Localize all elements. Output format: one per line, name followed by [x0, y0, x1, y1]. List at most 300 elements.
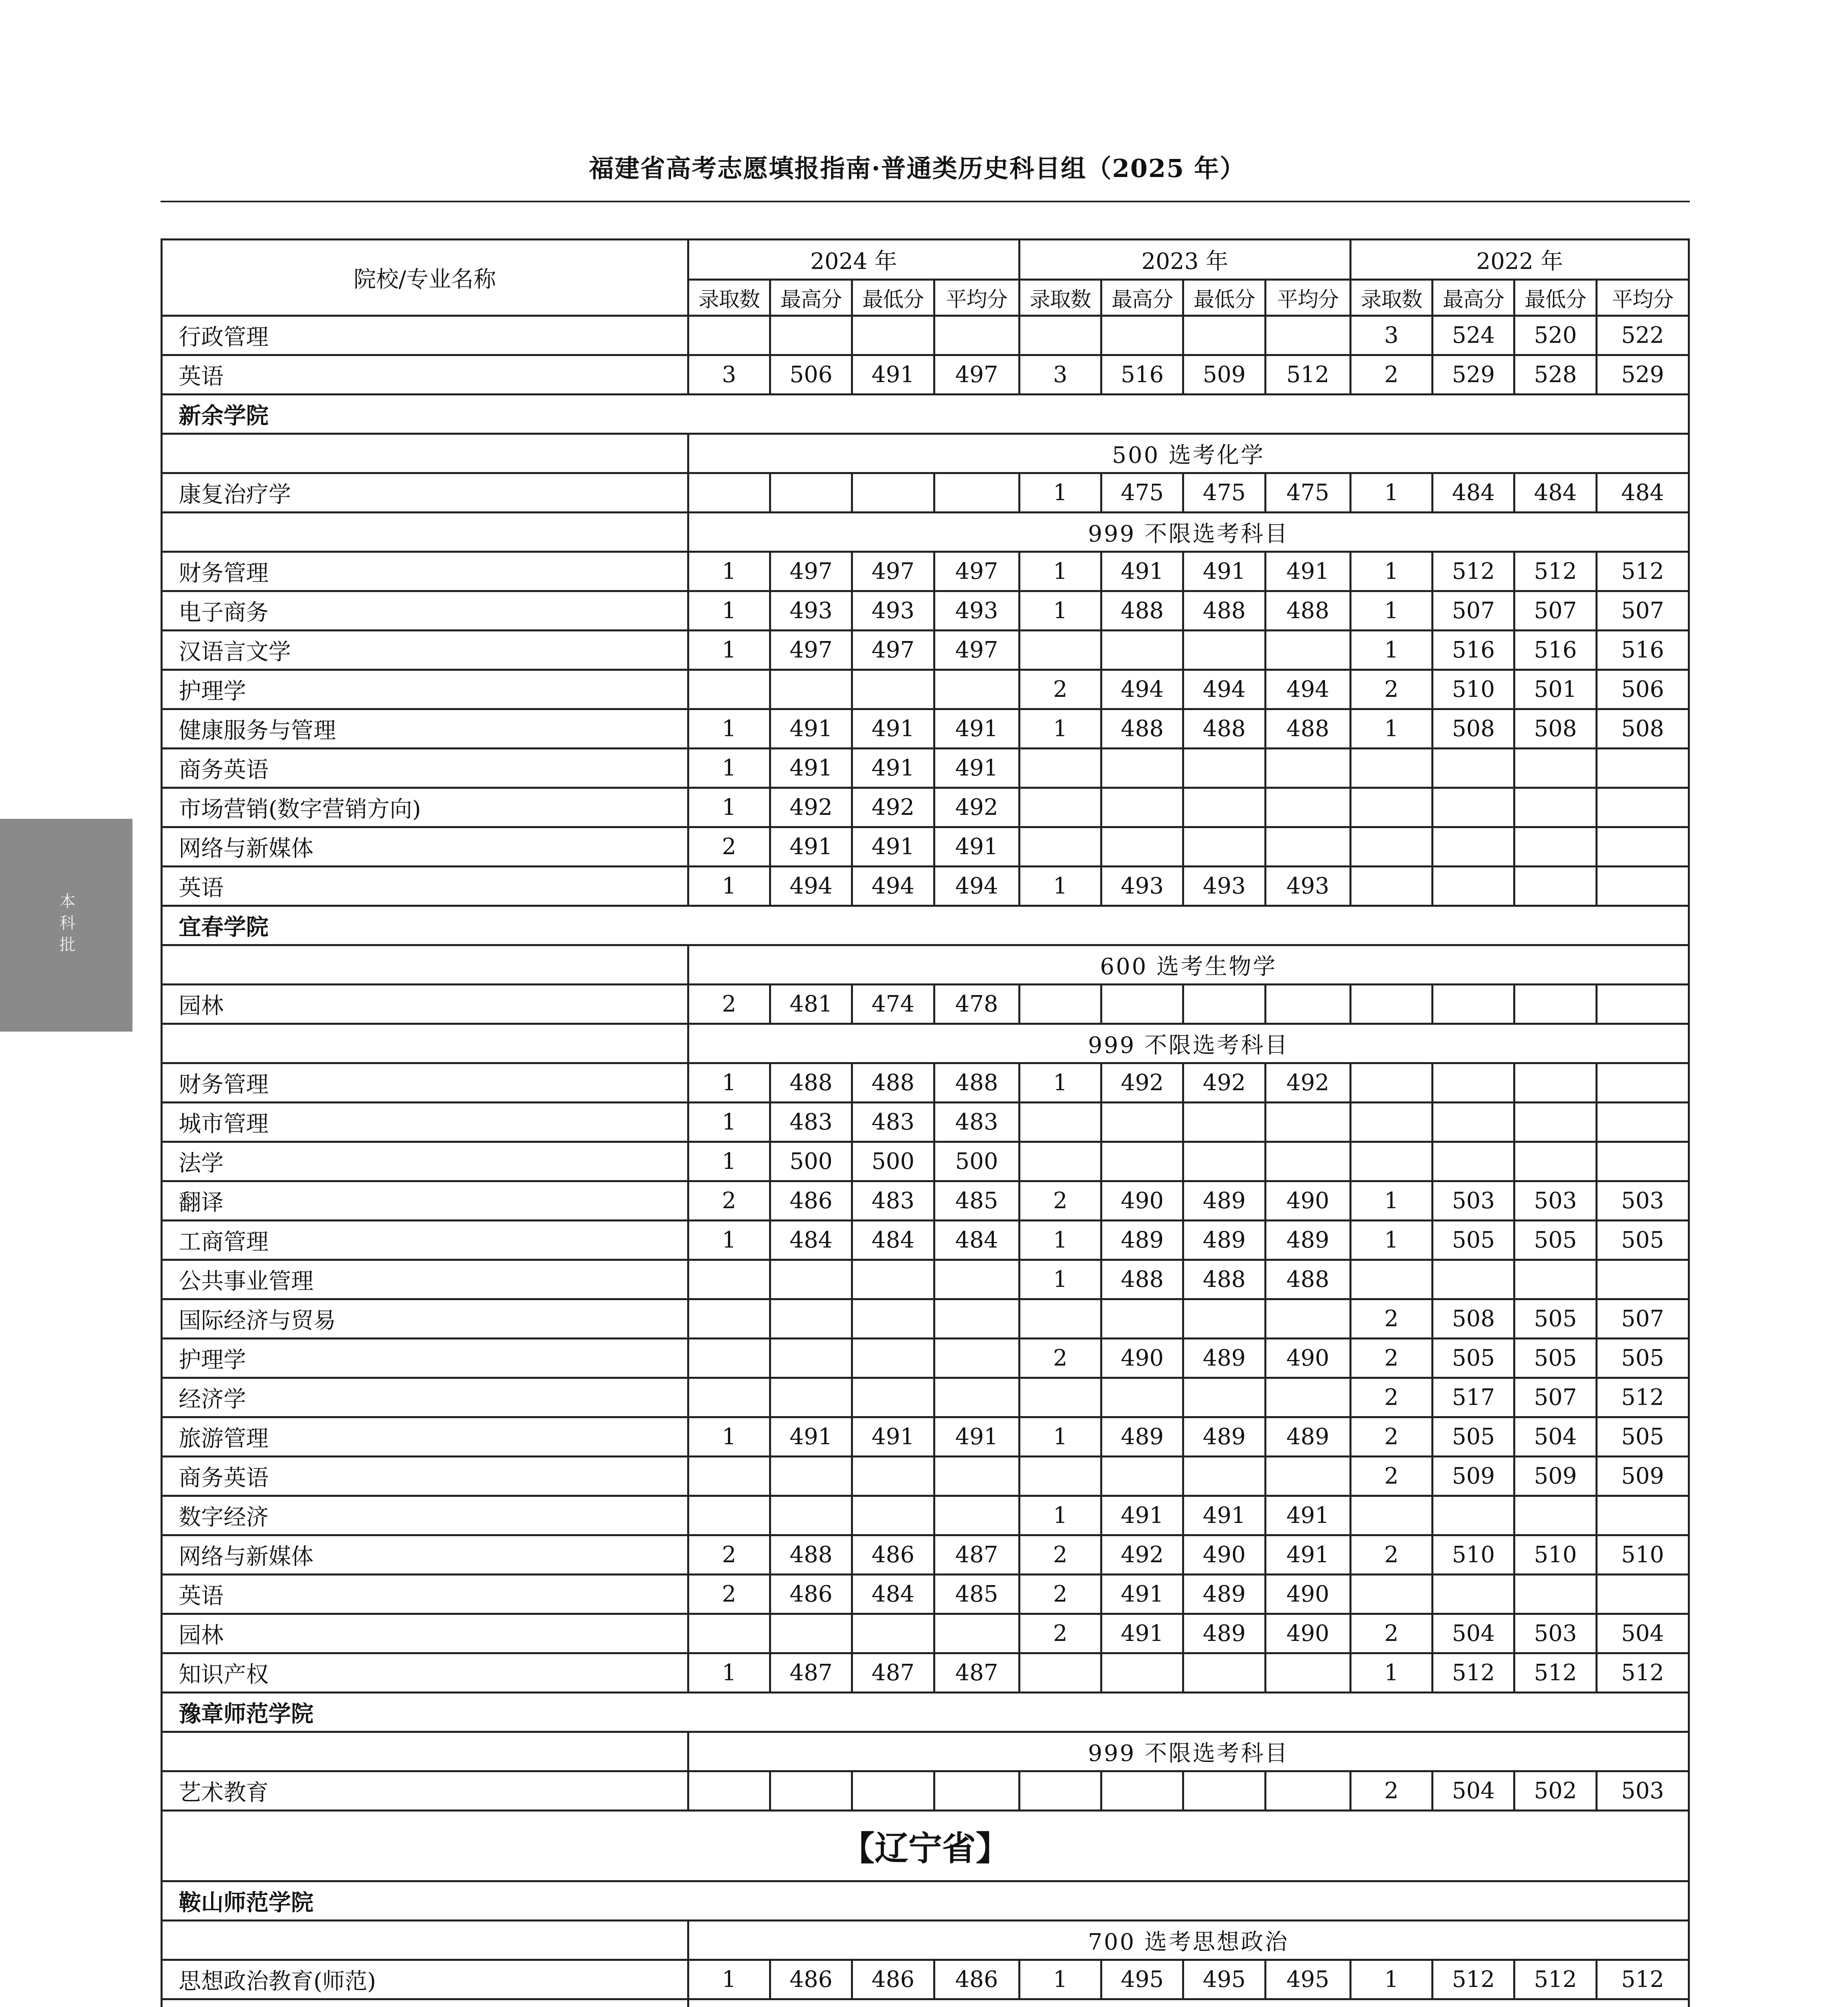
- score-cell: 3: [1019, 355, 1101, 395]
- score-cell: [770, 1299, 852, 1339]
- score-cell: 512: [1596, 1378, 1689, 1417]
- score-cell: 1: [688, 788, 770, 827]
- score-cell: 500: [934, 1142, 1019, 1181]
- table-row: [162, 1181, 1689, 1221]
- score-cell: 483: [770, 1103, 852, 1142]
- subject-requirement-row: [162, 434, 1689, 473]
- score-cell: 475: [1183, 473, 1265, 513]
- score-cell: 512: [1514, 1960, 1596, 1999]
- score-cell: 489: [1265, 1221, 1350, 1260]
- score-cell: 490: [1265, 1339, 1350, 1378]
- subject-requirement-row: [162, 945, 1689, 985]
- score-cell: 474: [852, 985, 934, 1024]
- score-cell: 495: [1101, 1960, 1183, 1999]
- score-cell: 497: [852, 552, 934, 591]
- score-cell: [1019, 1142, 1101, 1181]
- table-row: [162, 1960, 1689, 1999]
- score-cell: 493: [1101, 867, 1183, 906]
- year-header: 2023 年: [1019, 240, 1350, 280]
- school-name: 豫章师范学院: [162, 1693, 1689, 1732]
- major-name: 英语: [162, 355, 688, 395]
- score-cell: 500: [852, 1142, 934, 1181]
- blank-cell: [162, 945, 688, 985]
- score-cell: 493: [852, 591, 934, 631]
- blank-cell: [162, 434, 688, 473]
- score-cell: [1514, 1260, 1596, 1299]
- score-cell: 475: [1101, 473, 1183, 513]
- score-cell: 1: [1350, 1960, 1432, 1999]
- score-cell: 510: [1514, 1535, 1596, 1575]
- score-cell: [1596, 788, 1689, 827]
- score-cell: 1: [1019, 1496, 1101, 1535]
- score-cell: 1: [1350, 1653, 1432, 1693]
- score-cell: 503: [1433, 1181, 1514, 1221]
- score-cell: 481: [770, 985, 852, 1024]
- score-cell: 504: [1433, 1771, 1514, 1811]
- score-cell: 2: [1350, 1417, 1432, 1457]
- major-name: 财务管理: [162, 552, 688, 591]
- score-cell: [688, 1299, 770, 1339]
- score-cell: [1514, 867, 1596, 906]
- score-cell: 493: [1183, 867, 1265, 906]
- score-cell: 491: [852, 749, 934, 788]
- score-cell: [688, 1457, 770, 1496]
- subject-requirement: 500 选考化学: [688, 434, 1689, 473]
- major-name: 工商管理: [162, 1221, 688, 1260]
- score-cell: 494: [934, 867, 1019, 906]
- score-cell: 2: [688, 1575, 770, 1614]
- score-cell: 512: [1433, 1653, 1514, 1693]
- school-name: 鞍山师范学院: [162, 1881, 1689, 1921]
- score-cell: 1: [1350, 552, 1432, 591]
- score-cell: 491: [934, 709, 1019, 749]
- score-cell: 489: [1265, 1417, 1350, 1457]
- score-cell: 494: [852, 867, 934, 906]
- major-name: 健康服务与管理: [162, 709, 688, 749]
- score-cell: 1: [1350, 1221, 1432, 1260]
- score-cell: [1514, 1142, 1596, 1181]
- score-cell: 497: [770, 552, 852, 591]
- major-name: 思想政治教育(师范): [162, 1960, 688, 1999]
- score-cell: 491: [1101, 552, 1183, 591]
- score-cell: [1596, 1496, 1689, 1535]
- table-row: [162, 631, 1689, 670]
- table-row: [162, 788, 1689, 827]
- score-cell: 492: [1183, 1063, 1265, 1103]
- score-cell: 492: [1265, 1063, 1350, 1103]
- score-cell: [934, 1339, 1019, 1378]
- score-cell: 505: [1596, 1221, 1689, 1260]
- major-name: 护理学: [162, 670, 688, 709]
- score-cell: 500: [770, 1142, 852, 1181]
- year-header: 2024 年: [688, 240, 1019, 280]
- score-cell: 491: [1265, 552, 1350, 591]
- score-cell: 493: [1265, 867, 1350, 906]
- score-cell: [1350, 1142, 1432, 1181]
- score-cell: 492: [852, 788, 934, 827]
- major-name: 汉语言文学: [162, 631, 688, 670]
- subheader: 最低分: [852, 280, 934, 316]
- score-cell: [770, 316, 852, 355]
- score-cell: 512: [1514, 1653, 1596, 1693]
- score-cell: 491: [1265, 1496, 1350, 1535]
- score-cell: 1: [688, 1960, 770, 1999]
- score-cell: 488: [852, 1063, 934, 1103]
- score-cell: 1: [1019, 1221, 1101, 1260]
- table-row: [162, 591, 1689, 631]
- score-cell: 491: [1183, 552, 1265, 591]
- score-cell: [852, 1771, 934, 1811]
- score-cell: 488: [1183, 709, 1265, 749]
- score-cell: [1433, 749, 1514, 788]
- score-cell: [1101, 1299, 1183, 1339]
- score-cell: 507: [1514, 591, 1596, 631]
- score-cell: [688, 1378, 770, 1417]
- score-cell: 493: [934, 591, 1019, 631]
- score-cell: 512: [1433, 1960, 1514, 1999]
- score-cell: [1019, 1653, 1101, 1693]
- score-cell: [1183, 1103, 1265, 1142]
- subheader: 最低分: [1514, 280, 1596, 316]
- major-name: 康复治疗学: [162, 473, 688, 513]
- table-row: [162, 1417, 1689, 1457]
- score-cell: [934, 1299, 1019, 1339]
- score-cell: [1019, 316, 1101, 355]
- score-cell: 486: [770, 1960, 852, 1999]
- score-cell: [1101, 1378, 1183, 1417]
- school-row: [162, 1881, 1689, 1921]
- score-cell: 2: [1350, 1378, 1432, 1417]
- score-cell: [1019, 631, 1101, 670]
- score-cell: 1: [1019, 709, 1101, 749]
- admission-table: [161, 238, 1690, 2007]
- score-cell: [688, 473, 770, 513]
- subheader: 录取数: [1019, 280, 1101, 316]
- table-row: [162, 1260, 1689, 1299]
- subheader: 平均分: [1596, 280, 1689, 316]
- score-cell: [1265, 1378, 1350, 1417]
- score-cell: 488: [1265, 709, 1350, 749]
- score-cell: 484: [852, 1221, 934, 1260]
- score-cell: 487: [934, 1535, 1019, 1575]
- score-cell: 497: [934, 355, 1019, 395]
- table-row: [162, 1378, 1689, 1417]
- score-cell: [1350, 749, 1432, 788]
- subject-requirement-row: [162, 1024, 1689, 1063]
- table-row: [162, 552, 1689, 591]
- score-cell: 491: [1183, 1496, 1265, 1535]
- score-cell: [1019, 1299, 1101, 1339]
- score-cell: 529: [1596, 355, 1689, 395]
- table-row: [162, 1496, 1689, 1535]
- subheader: 录取数: [688, 280, 770, 316]
- score-cell: 508: [1596, 709, 1689, 749]
- score-cell: [1433, 1142, 1514, 1181]
- score-cell: [1101, 1457, 1183, 1496]
- score-cell: [934, 316, 1019, 355]
- score-cell: [770, 473, 852, 513]
- score-cell: 504: [1514, 1417, 1596, 1457]
- score-cell: [1183, 1653, 1265, 1693]
- score-cell: 494: [1183, 670, 1265, 709]
- subject-requirement: 999 不限选考科目: [688, 1732, 1689, 1771]
- score-cell: 497: [852, 631, 934, 670]
- score-cell: [1350, 1575, 1432, 1614]
- score-cell: 508: [1514, 709, 1596, 749]
- score-cell: 497: [934, 631, 1019, 670]
- score-cell: [1183, 827, 1265, 867]
- score-cell: 489: [1183, 1181, 1265, 1221]
- score-cell: 510: [1596, 1535, 1689, 1575]
- score-cell: 488: [1265, 1260, 1350, 1299]
- school-name: 宜春学院: [162, 906, 1689, 945]
- score-cell: [1433, 1103, 1514, 1142]
- score-cell: 491: [770, 749, 852, 788]
- table-row: [162, 985, 1689, 1024]
- score-cell: [1019, 985, 1101, 1024]
- school-row: [162, 906, 1689, 945]
- score-cell: 1: [688, 631, 770, 670]
- score-cell: 517: [1433, 1378, 1514, 1417]
- score-cell: [1265, 1142, 1350, 1181]
- subject-requirement: [688, 1999, 1689, 2007]
- score-cell: [1101, 788, 1183, 827]
- subheader: 平均分: [934, 280, 1019, 316]
- score-cell: [1265, 1457, 1350, 1496]
- score-cell: 522: [1596, 316, 1689, 355]
- score-cell: [688, 1771, 770, 1811]
- score-cell: 503: [1514, 1181, 1596, 1221]
- score-cell: 510: [1433, 670, 1514, 709]
- score-cell: 1: [688, 552, 770, 591]
- score-cell: 504: [1596, 1614, 1689, 1653]
- table-row: [162, 1771, 1689, 1811]
- score-cell: [1265, 316, 1350, 355]
- major-name: 园林: [162, 1614, 688, 1653]
- score-cell: [1350, 1063, 1432, 1103]
- score-cell: 512: [1514, 552, 1596, 591]
- score-cell: [1101, 827, 1183, 867]
- score-cell: [1101, 1653, 1183, 1693]
- score-cell: 520: [1514, 316, 1596, 355]
- score-cell: 491: [852, 709, 934, 749]
- score-cell: 485: [934, 1181, 1019, 1221]
- school-name: 新余学院: [162, 395, 1689, 434]
- score-cell: 509: [1514, 1457, 1596, 1496]
- score-cell: 484: [1433, 473, 1514, 513]
- score-cell: [852, 1299, 934, 1339]
- score-cell: [1350, 1260, 1432, 1299]
- score-cell: [1596, 1575, 1689, 1614]
- score-cell: [852, 1339, 934, 1378]
- score-cell: 2: [688, 985, 770, 1024]
- score-cell: 516: [1514, 631, 1596, 670]
- score-cell: [1265, 1299, 1350, 1339]
- score-cell: [1433, 1575, 1514, 1614]
- score-cell: 2: [1019, 1614, 1101, 1653]
- subheader: 最高分: [1101, 280, 1183, 316]
- score-cell: [1183, 1142, 1265, 1181]
- table-row: [162, 749, 1689, 788]
- score-cell: 1: [688, 1417, 770, 1457]
- score-cell: 484: [1596, 473, 1689, 513]
- score-cell: 487: [934, 1653, 1019, 1693]
- score-cell: [1183, 1771, 1265, 1811]
- table-row: [162, 1614, 1689, 1653]
- score-cell: 505: [1514, 1299, 1596, 1339]
- score-cell: 489: [1183, 1339, 1265, 1378]
- score-cell: 1: [1350, 1181, 1432, 1221]
- table-row: [162, 1221, 1689, 1260]
- table-row: [162, 1142, 1689, 1181]
- score-cell: [1019, 1103, 1101, 1142]
- table-row: [162, 355, 1689, 395]
- subheader: 录取数: [1350, 280, 1432, 316]
- score-cell: 487: [770, 1653, 852, 1693]
- score-cell: 1: [688, 1142, 770, 1181]
- score-cell: 506: [770, 355, 852, 395]
- score-cell: 1: [1019, 1960, 1101, 1999]
- score-cell: 484: [770, 1221, 852, 1260]
- side-tab: [0, 819, 132, 1032]
- name-column-header: 院校/专业名称: [162, 240, 688, 316]
- score-cell: 502: [1514, 1771, 1596, 1811]
- score-cell: 1: [688, 1653, 770, 1693]
- score-cell: 488: [770, 1063, 852, 1103]
- score-cell: [1101, 1103, 1183, 1142]
- page-header-title: 福建省高考志愿填报指南·普通类历史科目组（2025 年）: [589, 154, 1246, 183]
- score-cell: 497: [770, 631, 852, 670]
- score-cell: [1514, 1103, 1596, 1142]
- score-cell: [934, 1260, 1019, 1299]
- score-cell: [934, 670, 1019, 709]
- subject-requirement-row: [162, 1732, 1689, 1771]
- score-cell: [688, 1260, 770, 1299]
- score-cell: 486: [770, 1575, 852, 1614]
- score-cell: [1596, 1063, 1689, 1103]
- score-cell: 494: [770, 867, 852, 906]
- score-cell: 497: [934, 552, 1019, 591]
- major-name: 旅游管理: [162, 1417, 688, 1457]
- score-cell: [1183, 631, 1265, 670]
- table-row: [162, 1299, 1689, 1339]
- score-cell: 491: [934, 749, 1019, 788]
- score-cell: 504: [1433, 1614, 1514, 1653]
- score-cell: [1350, 985, 1432, 1024]
- score-cell: 507: [1596, 591, 1689, 631]
- score-cell: 2: [1019, 1535, 1101, 1575]
- score-cell: 493: [770, 591, 852, 631]
- major-name: 公共事业管理: [162, 1260, 688, 1299]
- score-cell: [934, 1771, 1019, 1811]
- score-cell: [770, 1378, 852, 1417]
- score-cell: 488: [770, 1535, 852, 1575]
- score-cell: 488: [1183, 591, 1265, 631]
- score-cell: [1101, 749, 1183, 788]
- score-cell: 491: [770, 827, 852, 867]
- score-cell: 503: [1596, 1771, 1689, 1811]
- table-row: [162, 1103, 1689, 1142]
- score-cell: 492: [1101, 1535, 1183, 1575]
- score-cell: [852, 473, 934, 513]
- score-cell: 491: [852, 827, 934, 867]
- score-cell: [852, 316, 934, 355]
- score-cell: 1: [1019, 591, 1101, 631]
- score-cell: 505: [1596, 1339, 1689, 1378]
- score-cell: 494: [1265, 670, 1350, 709]
- score-cell: 488: [1101, 1260, 1183, 1299]
- score-cell: 2: [1350, 1299, 1432, 1339]
- score-cell: [1596, 1142, 1689, 1181]
- score-cell: 491: [1101, 1496, 1183, 1535]
- score-cell: [1183, 749, 1265, 788]
- major-name: 护理学: [162, 1339, 688, 1378]
- score-cell: 516: [1101, 355, 1183, 395]
- score-cell: 505: [1596, 1417, 1689, 1457]
- score-cell: [1350, 867, 1432, 906]
- score-cell: [770, 1260, 852, 1299]
- score-cell: 489: [1101, 1417, 1183, 1457]
- subject-requirement: 600 选考生物学: [688, 945, 1689, 985]
- score-cell: 1: [688, 867, 770, 906]
- score-cell: [770, 1339, 852, 1378]
- score-cell: 509: [1596, 1457, 1689, 1496]
- score-cell: [770, 1771, 852, 1811]
- score-cell: 486: [852, 1960, 934, 1999]
- table-row: [162, 1535, 1689, 1575]
- score-cell: 501: [1514, 670, 1596, 709]
- score-cell: 491: [1101, 1575, 1183, 1614]
- score-cell: [1350, 1496, 1432, 1535]
- score-cell: 491: [1265, 1535, 1350, 1575]
- table-row: [162, 473, 1689, 513]
- table-row: [162, 316, 1689, 355]
- score-cell: 508: [1433, 1299, 1514, 1339]
- score-cell: 490: [1183, 1535, 1265, 1575]
- major-name: 英语: [162, 1575, 688, 1614]
- score-cell: 508: [1433, 709, 1514, 749]
- score-cell: 2: [688, 1181, 770, 1221]
- major-name: 城市管理: [162, 1103, 688, 1142]
- score-cell: [1101, 1142, 1183, 1181]
- score-cell: 483: [852, 1181, 934, 1221]
- score-cell: 1: [1350, 709, 1432, 749]
- score-cell: 512: [1596, 1653, 1689, 1693]
- admission-table-wrapper: [161, 238, 1690, 2007]
- score-cell: 1: [688, 1221, 770, 1260]
- score-cell: [688, 1496, 770, 1535]
- score-cell: 1: [1350, 591, 1432, 631]
- score-cell: [770, 1496, 852, 1535]
- subheader: 最高分: [770, 280, 852, 316]
- score-cell: 1: [1019, 1063, 1101, 1103]
- score-cell: 507: [1433, 591, 1514, 631]
- score-cell: [1433, 867, 1514, 906]
- score-cell: 490: [1101, 1181, 1183, 1221]
- score-cell: [770, 670, 852, 709]
- score-cell: [934, 473, 1019, 513]
- score-cell: [852, 1260, 934, 1299]
- score-cell: [1350, 1103, 1432, 1142]
- side-tab-label: 本科批: [57, 893, 75, 958]
- major-name: 法学: [162, 1142, 688, 1181]
- score-cell: [1019, 827, 1101, 867]
- score-cell: 489: [1101, 1221, 1183, 1260]
- score-cell: [1183, 316, 1265, 355]
- score-cell: 492: [934, 788, 1019, 827]
- score-cell: 488: [1265, 591, 1350, 631]
- major-name: 翻译: [162, 1181, 688, 1221]
